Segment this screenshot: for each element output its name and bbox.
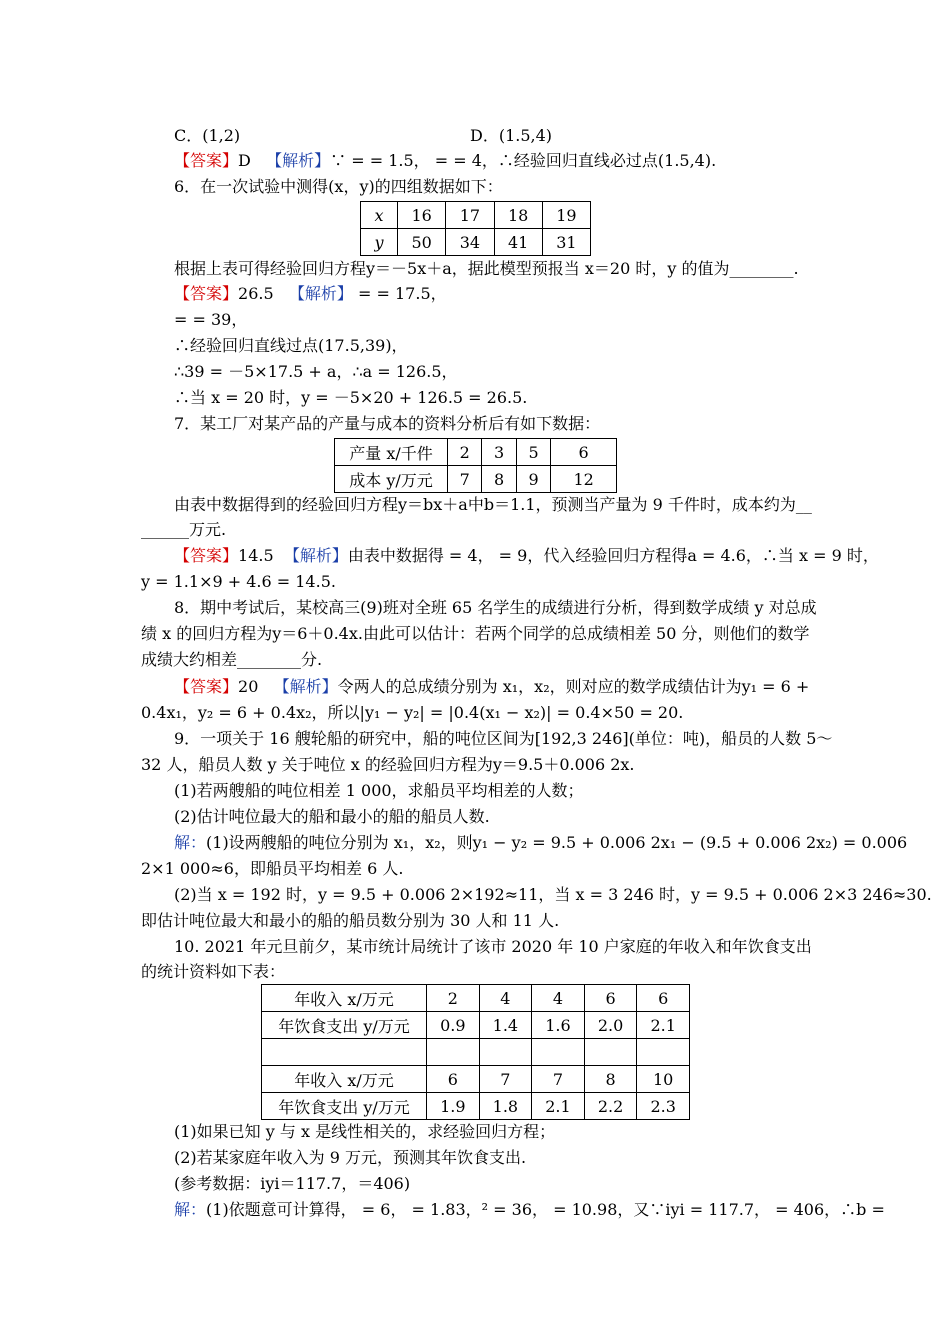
- answer-label: 【答案】: [174, 546, 239, 565]
- table-cell: 2: [427, 985, 480, 1012]
- solution-9: [174, 833, 907, 853]
- question-9-text: 32 人，船员人数 y 关于吨位 x 的经验回归方程为y＝9.5＋0.006 2x.: [141, 755, 635, 774]
- table-cell: 2: [448, 439, 482, 466]
- table-cell: 5: [516, 439, 550, 466]
- table-cell: 31: [542, 229, 590, 256]
- answer-6: [174, 284, 447, 304]
- table-row: [262, 1066, 690, 1093]
- analysis-text: = = 17.5，: [352, 284, 447, 303]
- table-cell: 7: [479, 1066, 532, 1093]
- question-8-text: 成绩大约相差________分.: [141, 650, 323, 669]
- table-cell: 7: [448, 466, 482, 493]
- analysis-label: 【解析】: [283, 546, 348, 565]
- table-cell: 7: [532, 1066, 585, 1093]
- option-c: C．(1,2): [174, 126, 241, 145]
- table-cell: 1.9: [427, 1093, 480, 1120]
- table-cell: 10: [637, 1066, 690, 1093]
- table-row: [262, 1039, 690, 1066]
- table-cell: 6: [427, 1066, 480, 1093]
- table-cell: 16: [398, 202, 446, 229]
- analysis-line: 0.4x₁，y₂ = 6 + 0.4x₂，所以|y₁ − y₂| = |0.4(x₁ − x₂)| = 0.4×50 = 20.: [141, 703, 684, 722]
- table-cell: 17: [446, 202, 494, 229]
- table-row: [335, 439, 617, 466]
- table-cell: 12: [551, 466, 617, 493]
- analysis-label: 【解析】: [266, 151, 331, 170]
- analysis-label: 【解析】: [273, 677, 338, 696]
- table-cell: 1.4: [479, 1012, 532, 1039]
- analysis-text: 令两人的总成绩分别为 x₁，x₂，则对应的数学成绩估计为y₁ = 6 +: [337, 677, 810, 696]
- answer-8: [174, 677, 809, 697]
- table-cell: x: [361, 202, 398, 229]
- table-cell: 8: [482, 466, 516, 493]
- table-cell: 2.0: [584, 1012, 637, 1039]
- table-cell: 0.9: [427, 1012, 480, 1039]
- option-d: D．(1.5,4): [470, 126, 553, 145]
- question-9-part: (1)若两艘船的吨位相差 1 000，求船员平均相差的人数；: [174, 781, 584, 800]
- table-cell: 6: [584, 985, 637, 1012]
- answer-value: 14.5: [238, 546, 274, 565]
- solution-text: (1)设两艘船的吨位分别为 x₁，x₂，则y₁ − y₂ = 9.5 + 0.006 2x₁ − (9.5 + 0.006 2x₂) = 0.006: [206, 833, 908, 852]
- question-10-text: 的统计资料如下表：: [141, 962, 286, 981]
- table-cell: [479, 1039, 532, 1066]
- analysis-label: 【解析】: [288, 284, 353, 303]
- table-cell: 3: [482, 439, 516, 466]
- question-7-text: 由表中数据得到的经验回归方程y＝bx＋a中b＝1.1，预测当产量为 9 千件时，成本约为__: [174, 495, 812, 514]
- table-cell: 41: [494, 229, 542, 256]
- table-cell: 1.8: [479, 1093, 532, 1120]
- table-cell: 18: [494, 202, 542, 229]
- table-row: [361, 202, 591, 229]
- table-cell: 年饮食支出 y/万元: [262, 1093, 427, 1120]
- table-6: [360, 201, 591, 256]
- analysis-text: ∵ = = 1.5， = = 4，∴经验回归直线必过点(1.5,4).: [330, 151, 717, 170]
- table-cell: 8: [584, 1066, 637, 1093]
- question-6-text: 根据上表可得经验回归方程y＝－5x＋a，据此模型预报当 x＝20 时，y 的值为________.: [174, 259, 799, 278]
- answer-value: 26.5: [238, 284, 274, 303]
- solution-line: 即估计吨位最大和最小的船的船员数分别为 30 人和 11 人.: [141, 911, 560, 930]
- table-7: [334, 438, 617, 493]
- analysis-text: 由表中数据得 = 4， = 9，代入经验回归方程得a = 4.6，∴当 x = 9 时，: [347, 546, 879, 565]
- table-row: [262, 985, 690, 1012]
- analysis-line: ∴经验回归直线过点(17.5,39)，: [174, 336, 408, 355]
- table-cell: 9: [516, 466, 550, 493]
- question-10-part: (2)若某家庭年收入为 9 万元，预测其年饮食支出.: [174, 1148, 527, 1167]
- table-cell: y: [361, 229, 398, 256]
- analysis-line: = = 39，: [174, 310, 248, 329]
- table-cell: 4: [532, 985, 585, 1012]
- table-row: [262, 1012, 690, 1039]
- analysis-line: ∴当 x = 20 时，y = －5×20 + 126.5 = 26.5.: [174, 388, 528, 407]
- answer-value: 20: [238, 677, 259, 696]
- table-cell: 34: [446, 229, 494, 256]
- reference-data: (参考数据：iyi＝117.7，＝406): [174, 1174, 411, 1193]
- table-cell: 年收入 x/万元: [262, 985, 427, 1012]
- answer-label: 【答案】: [174, 284, 239, 303]
- answer-7: [174, 546, 879, 566]
- solution-text: (1)依题意可计算得， = 6， = 1.83，² = 36， = 10.98，又∵iyi = 117.7， = 406，∴b =: [206, 1200, 885, 1219]
- solution-label: 解：: [174, 1200, 207, 1219]
- table-cell: [262, 1039, 427, 1066]
- analysis-line: ∴39 = －5×17.5 + a，∴a = 126.5，: [174, 362, 458, 381]
- question-9-part: (2)估计吨位最大的船和最小的船的船员人数.: [174, 807, 490, 826]
- table-cell: 2.3: [637, 1093, 690, 1120]
- table-cell: 年饮食支出 y/万元: [262, 1012, 427, 1039]
- table-cell: 2.1: [637, 1012, 690, 1039]
- table-cell: [427, 1039, 480, 1066]
- table-10: [261, 984, 690, 1120]
- solution-10: [174, 1200, 885, 1220]
- question-10-part: (1)如果已知 y 与 x 是线性相关的，求经验回归方程；: [174, 1122, 556, 1141]
- solution-line: 2×1 000≈6，即船员平均相差 6 人.: [141, 859, 404, 878]
- table-cell: 19: [542, 202, 590, 229]
- answer-value: D: [238, 151, 251, 170]
- answer-label: 【答案】: [174, 677, 239, 696]
- table-row: [262, 1093, 690, 1120]
- table-cell: 1.6: [532, 1012, 585, 1039]
- question-8: 8．期中考试后，某校高三(9)班对全班 65 名学生的成绩进行分析，得到数学成绩 y 对总成: [174, 598, 817, 617]
- table-cell: 2.1: [532, 1093, 585, 1120]
- question-9: 9．一项关于 16 艘轮船的研究中，船的吨位区间为[192,3 246](单位：吨)，船员的人数 5～: [174, 729, 833, 748]
- analysis-line: y = 1.1×9 + 4.6 = 14.5.: [141, 572, 336, 591]
- table-row: [335, 466, 617, 493]
- table-row: [361, 229, 591, 256]
- answer-5: [174, 151, 716, 171]
- solution-line: (2)当 x = 192 时，y = 9.5 + 0.006 2×192≈11，当 x = 3 246 时，y = 9.5 + 0.006 2×3 246≈30.: [174, 885, 932, 904]
- table-cell: 2.2: [584, 1093, 637, 1120]
- table-cell: 产量 x/千件: [335, 439, 448, 466]
- table-cell: 50: [398, 229, 446, 256]
- table-cell: 成本 y/万元: [335, 466, 448, 493]
- question-7: 7．某工厂对某产品的产量与成本的资料分析后有如下数据：: [174, 414, 601, 433]
- question-7-text: ______万元.: [141, 520, 227, 539]
- table-cell: 6: [637, 985, 690, 1012]
- answer-label: 【答案】: [174, 151, 239, 170]
- table-cell: [637, 1039, 690, 1066]
- question-10: 10. 2021 年元旦前夕，某市统计局统计了该市 2020 年 10 户家庭的年收入和年饮食支出: [174, 937, 812, 956]
- table-cell: 4: [479, 985, 532, 1012]
- question-8-text: 绩 x 的回归方程为y＝6＋0.4x.由此可以估计：若两个同学的总成绩相差 50 分，则他们的数学: [141, 624, 810, 643]
- solution-label: 解：: [174, 833, 207, 852]
- table-cell: [532, 1039, 585, 1066]
- table-cell: [584, 1039, 637, 1066]
- table-cell: 6: [551, 439, 617, 466]
- question-6: 6．在一次试验中测得(x，y)的四组数据如下：: [174, 177, 503, 196]
- table-cell: 年收入 x/万元: [262, 1066, 427, 1093]
